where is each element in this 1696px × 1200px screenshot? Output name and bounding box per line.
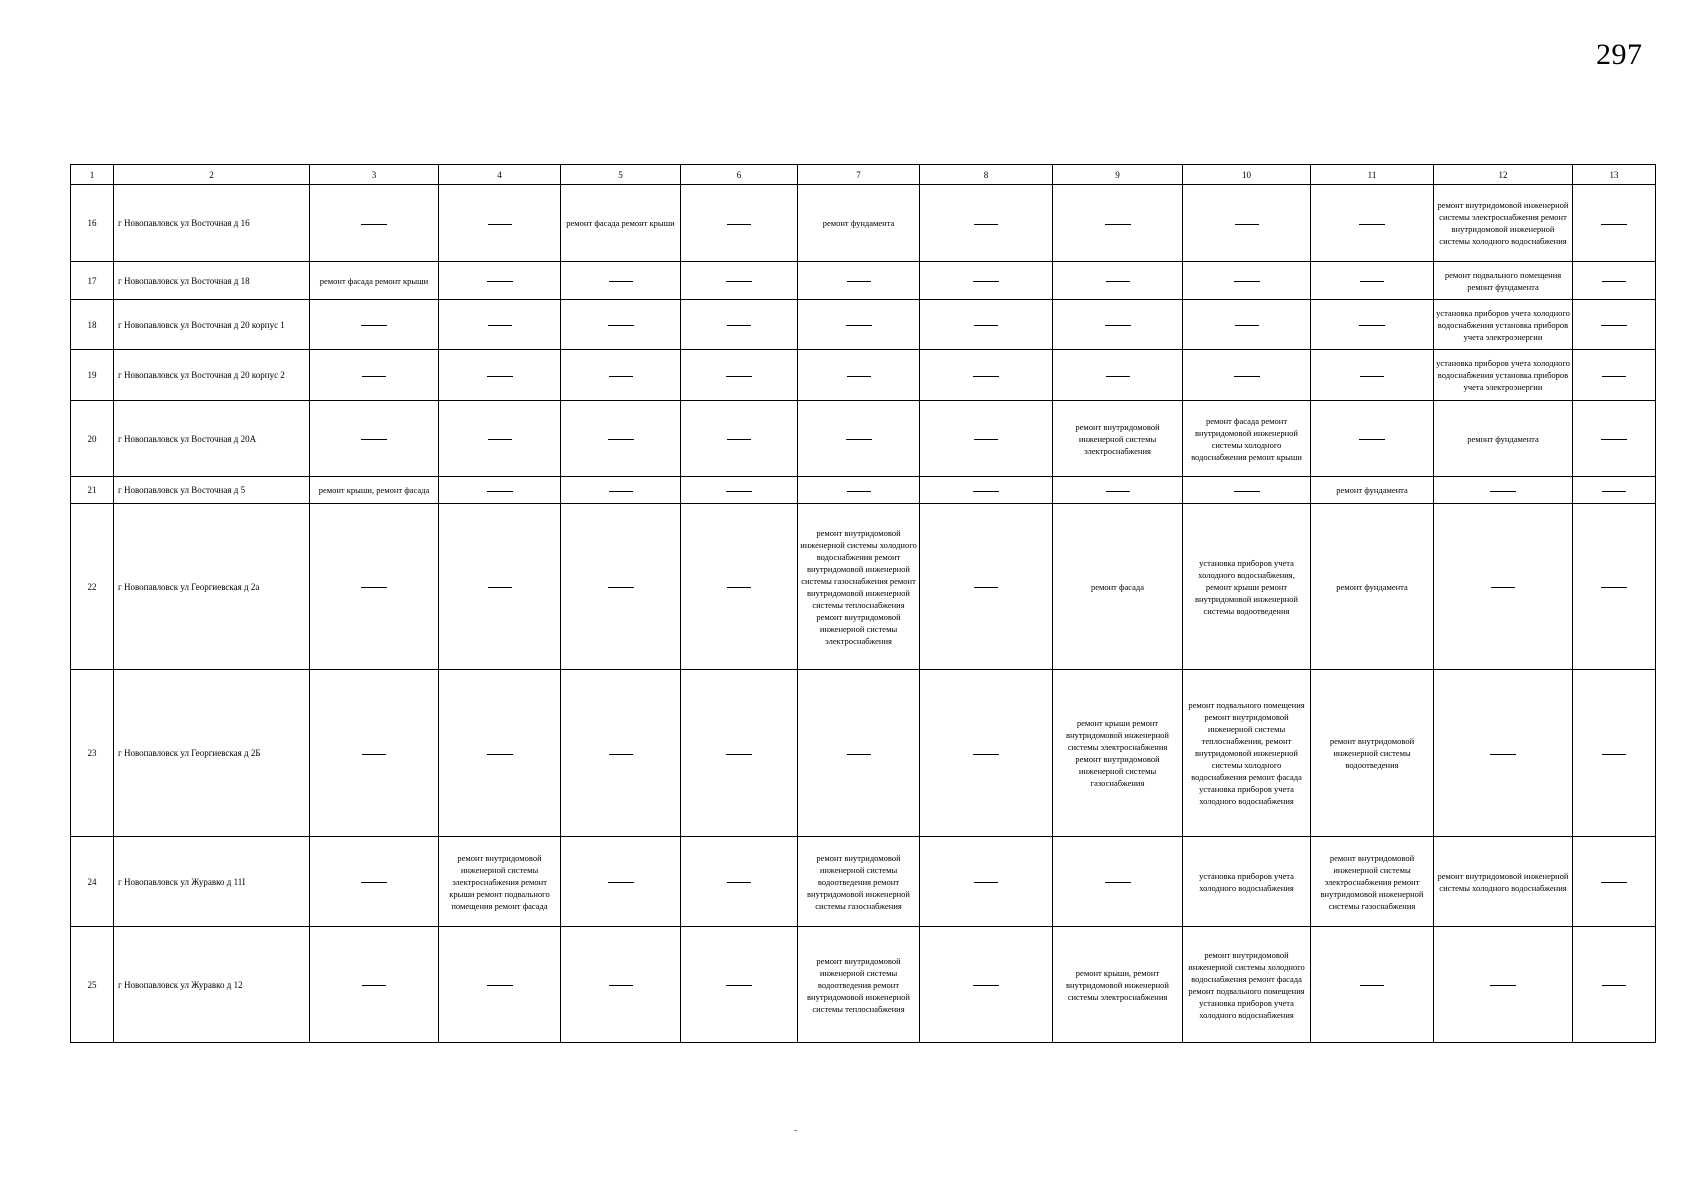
column-number: 11 bbox=[1311, 165, 1434, 185]
empty-dash-cell bbox=[1573, 504, 1656, 670]
dash-mark bbox=[973, 281, 999, 282]
address-cell: г Новопавловск ул Журавко д 11I bbox=[114, 837, 310, 927]
empty-dash-cell bbox=[681, 504, 798, 670]
table-row bbox=[71, 927, 1656, 1043]
dash-mark bbox=[1234, 376, 1260, 377]
work-type-cell: установка приборов учета холодного водоснабжения bbox=[1183, 837, 1311, 927]
work-type-cell: ремонт внутридомовой инженерной системы холодного водоснабжения ремонт внутридомовой инженерной системы газоснабжения ремонт внутридомовой инженерной системы теплоснабжения ремонт внутридомовой инженерной системы электроснабжения bbox=[798, 504, 920, 670]
work-type-cell: установка приборов учета холодного водоснабжения установка приборов учета электроэнергии bbox=[1434, 350, 1573, 401]
empty-dash-cell bbox=[561, 927, 681, 1043]
dash-mark bbox=[727, 439, 751, 440]
empty-dash-cell bbox=[798, 350, 920, 401]
empty-dash-cell bbox=[920, 185, 1053, 262]
dash-mark bbox=[1602, 281, 1626, 282]
dash-mark bbox=[727, 224, 751, 225]
address-cell: г Новопавловск ул Восточная д 20 корпус 2 bbox=[114, 350, 310, 401]
dash-mark bbox=[1360, 985, 1384, 986]
table-row bbox=[71, 401, 1656, 477]
empty-dash-cell bbox=[1183, 350, 1311, 401]
empty-dash-cell bbox=[681, 670, 798, 837]
empty-dash-cell bbox=[1183, 185, 1311, 262]
dash-mark bbox=[1360, 376, 1384, 377]
empty-dash-cell bbox=[920, 504, 1053, 670]
empty-dash-cell bbox=[1573, 300, 1656, 350]
empty-dash-cell bbox=[920, 401, 1053, 477]
empty-dash-cell bbox=[439, 504, 561, 670]
dash-mark bbox=[727, 882, 751, 883]
work-type-cell: установка приборов учета холодного водоснабжения установка приборов учета электроэнергии bbox=[1434, 300, 1573, 350]
dash-mark bbox=[487, 754, 513, 755]
dash-mark bbox=[1490, 754, 1516, 755]
dash-mark bbox=[361, 325, 387, 326]
dash-mark bbox=[487, 985, 513, 986]
address-cell: г Новопавловск ул Восточная д 5 bbox=[114, 477, 310, 504]
work-type-cell: ремонт фасада ремонт крыши bbox=[310, 262, 439, 300]
empty-dash-cell bbox=[1311, 300, 1434, 350]
dash-mark bbox=[974, 224, 998, 225]
work-type-cell: ремонт крыши, ремонт внутридомовой инженерной системы электроснабжения bbox=[1053, 927, 1183, 1043]
row-number: 18 bbox=[71, 300, 114, 350]
column-number: 4 bbox=[439, 165, 561, 185]
dash-mark bbox=[487, 376, 513, 377]
empty-dash-cell bbox=[310, 350, 439, 401]
dash-mark bbox=[974, 439, 998, 440]
dash-mark bbox=[847, 281, 871, 282]
dash-mark bbox=[1490, 985, 1516, 986]
dash-mark bbox=[974, 882, 998, 883]
row-number: 24 bbox=[71, 837, 114, 927]
empty-dash-cell bbox=[439, 670, 561, 837]
dash-mark bbox=[726, 985, 752, 986]
address-cell: г Новопавловск ул Восточная д 16 bbox=[114, 185, 310, 262]
row-number: 20 bbox=[71, 401, 114, 477]
table-row bbox=[71, 300, 1656, 350]
repair-schedule-table bbox=[70, 164, 1656, 1043]
dash-mark bbox=[973, 491, 999, 492]
column-number: 2 bbox=[114, 165, 310, 185]
dash-mark bbox=[488, 224, 512, 225]
empty-dash-cell bbox=[310, 300, 439, 350]
empty-dash-cell bbox=[1183, 262, 1311, 300]
table-row bbox=[71, 670, 1656, 837]
dash-mark bbox=[1105, 325, 1131, 326]
dash-mark bbox=[488, 587, 512, 588]
dash-mark bbox=[727, 587, 751, 588]
empty-dash-cell bbox=[561, 350, 681, 401]
page-number: 297 bbox=[1596, 38, 1643, 71]
dash-mark bbox=[973, 376, 999, 377]
dash-mark bbox=[1359, 224, 1385, 225]
empty-dash-cell bbox=[681, 262, 798, 300]
empty-dash-cell bbox=[1053, 300, 1183, 350]
empty-dash-cell bbox=[798, 477, 920, 504]
work-type-cell: ремонт внутридомовой инженерной системы холодного водоснабжения bbox=[1434, 837, 1573, 927]
work-type-cell: ремонт крыши, ремонт фасада bbox=[310, 477, 439, 504]
empty-dash-cell bbox=[310, 401, 439, 477]
dash-mark bbox=[1105, 882, 1131, 883]
empty-dash-cell bbox=[439, 477, 561, 504]
address-cell: г Новопавловск ул Восточная д 20А bbox=[114, 401, 310, 477]
row-number: 23 bbox=[71, 670, 114, 837]
row-number: 17 bbox=[71, 262, 114, 300]
empty-dash-cell bbox=[439, 262, 561, 300]
empty-dash-cell bbox=[920, 927, 1053, 1043]
column-number: 9 bbox=[1053, 165, 1183, 185]
empty-dash-cell bbox=[681, 300, 798, 350]
empty-dash-cell bbox=[1434, 477, 1573, 504]
empty-dash-cell bbox=[439, 300, 561, 350]
dash-mark bbox=[609, 754, 633, 755]
empty-dash-cell bbox=[1311, 927, 1434, 1043]
empty-dash-cell bbox=[1183, 300, 1311, 350]
address-cell: г Новопавловск ул Журавко д 12 bbox=[114, 927, 310, 1043]
dash-mark bbox=[1234, 491, 1260, 492]
empty-dash-cell bbox=[1434, 927, 1573, 1043]
row-number: 16 bbox=[71, 185, 114, 262]
dash-mark bbox=[1235, 325, 1259, 326]
dash-mark bbox=[1359, 325, 1385, 326]
dash-mark bbox=[726, 754, 752, 755]
dash-mark bbox=[974, 325, 998, 326]
empty-dash-cell bbox=[1311, 262, 1434, 300]
empty-dash-cell bbox=[920, 670, 1053, 837]
dash-mark bbox=[488, 325, 512, 326]
empty-dash-cell bbox=[561, 477, 681, 504]
dash-mark bbox=[609, 376, 633, 377]
work-type-cell: ремонт внутридомовой инженерной системы электроснабжения ремонт внутридомовой инженерной системы газоснабжения bbox=[1311, 837, 1434, 927]
empty-dash-cell bbox=[920, 300, 1053, 350]
empty-dash-cell bbox=[1053, 477, 1183, 504]
dash-mark bbox=[1602, 754, 1626, 755]
dash-mark bbox=[608, 587, 634, 588]
work-type-cell: ремонт подвального помещения ремонт фундамента bbox=[1434, 262, 1573, 300]
empty-dash-cell bbox=[681, 837, 798, 927]
dash-mark bbox=[727, 325, 751, 326]
dash-mark bbox=[1601, 325, 1627, 326]
empty-dash-cell bbox=[439, 350, 561, 401]
dash-mark bbox=[1105, 224, 1131, 225]
dash-mark bbox=[609, 491, 633, 492]
empty-dash-cell bbox=[310, 504, 439, 670]
empty-dash-cell bbox=[310, 837, 439, 927]
table-row bbox=[71, 504, 1656, 670]
empty-dash-cell bbox=[561, 670, 681, 837]
empty-dash-cell bbox=[681, 927, 798, 1043]
empty-dash-cell bbox=[798, 401, 920, 477]
dash-mark bbox=[1106, 491, 1130, 492]
work-type-cell: ремонт внутридомовой инженерной системы электроснабжения ремонт внутридомовой инженерной системы холодного водоснабжения bbox=[1434, 185, 1573, 262]
empty-dash-cell bbox=[1573, 670, 1656, 837]
empty-dash-cell bbox=[681, 477, 798, 504]
work-type-cell: ремонт внутридомовой инженерной системы водоотведения bbox=[1311, 670, 1434, 837]
dash-mark bbox=[726, 491, 752, 492]
empty-dash-cell bbox=[561, 300, 681, 350]
dash-mark bbox=[1234, 281, 1260, 282]
dash-mark bbox=[361, 439, 387, 440]
column-number: 12 bbox=[1434, 165, 1573, 185]
dash-mark bbox=[1490, 491, 1516, 492]
work-type-cell: ремонт фасада ремонт крыши bbox=[561, 185, 681, 262]
dash-mark bbox=[973, 754, 999, 755]
empty-dash-cell bbox=[310, 927, 439, 1043]
empty-dash-cell bbox=[1053, 185, 1183, 262]
dash-mark bbox=[362, 754, 386, 755]
work-type-cell: ремонт фундамента bbox=[798, 185, 920, 262]
dash-mark bbox=[361, 224, 387, 225]
dash-mark bbox=[1602, 985, 1626, 986]
dash-mark bbox=[488, 439, 512, 440]
empty-dash-cell bbox=[1573, 927, 1656, 1043]
dash-mark bbox=[362, 985, 386, 986]
dash-mark bbox=[847, 376, 871, 377]
work-type-cell: ремонт внутридомовой инженерной системы водоотведения ремонт внутридомовой инженерной системы теплоснабжения bbox=[798, 927, 920, 1043]
empty-dash-cell bbox=[561, 837, 681, 927]
dash-mark bbox=[1106, 376, 1130, 377]
dash-mark bbox=[1602, 491, 1626, 492]
dash-mark bbox=[1359, 439, 1385, 440]
work-type-cell: ремонт фундамента bbox=[1434, 401, 1573, 477]
empty-dash-cell bbox=[1053, 837, 1183, 927]
column-number: 1 bbox=[71, 165, 114, 185]
work-type-cell: ремонт внутридомовой инженерной системы электроснабжения ремонт крыши ремонт подвального помещения ремонт фасада bbox=[439, 837, 561, 927]
empty-dash-cell bbox=[439, 401, 561, 477]
empty-dash-cell bbox=[1573, 350, 1656, 401]
empty-dash-cell bbox=[1434, 670, 1573, 837]
empty-dash-cell bbox=[1053, 262, 1183, 300]
dash-mark bbox=[726, 376, 752, 377]
empty-dash-cell bbox=[439, 185, 561, 262]
dash-mark bbox=[846, 325, 872, 326]
row-number: 19 bbox=[71, 350, 114, 401]
table-row bbox=[71, 262, 1656, 300]
column-number: 8 bbox=[920, 165, 1053, 185]
column-number: 5 bbox=[561, 165, 681, 185]
empty-dash-cell bbox=[1573, 401, 1656, 477]
empty-dash-cell bbox=[681, 185, 798, 262]
dash-mark bbox=[974, 587, 998, 588]
work-type-cell: ремонт внутридомовой инженерной системы электроснабжения bbox=[1053, 401, 1183, 477]
dash-mark bbox=[361, 587, 387, 588]
empty-dash-cell bbox=[920, 262, 1053, 300]
dash-mark bbox=[487, 491, 513, 492]
column-number: 6 bbox=[681, 165, 798, 185]
dash-mark bbox=[609, 281, 633, 282]
address-cell: г Новопавловск ул Георгиевская д 2Б bbox=[114, 670, 310, 837]
empty-dash-cell bbox=[798, 262, 920, 300]
row-number: 21 bbox=[71, 477, 114, 504]
dash-mark bbox=[846, 439, 872, 440]
work-type-cell: ремонт фасада bbox=[1053, 504, 1183, 670]
scan-mark: ˉ bbox=[794, 1128, 797, 1138]
dash-mark bbox=[608, 882, 634, 883]
work-type-cell: ремонт подвального помещения ремонт внутридомовой инженерной системы теплоснабжения, ремонт внутридомовой инженерной системы холодного водоснабжения ремонт фасада установка приборов учета холодного водоснабжения bbox=[1183, 670, 1311, 837]
work-type-cell: ремонт фасада ремонт внутридомовой инженерной системы холодного водоснабжения ремонт крыши bbox=[1183, 401, 1311, 477]
empty-dash-cell bbox=[1434, 504, 1573, 670]
table-row bbox=[71, 185, 1656, 262]
empty-dash-cell bbox=[1053, 350, 1183, 401]
empty-dash-cell bbox=[561, 262, 681, 300]
empty-dash-cell bbox=[1183, 477, 1311, 504]
dash-mark bbox=[362, 376, 386, 377]
dash-mark bbox=[1360, 281, 1384, 282]
address-cell: г Новопавловск ул Георгиевская д 2а bbox=[114, 504, 310, 670]
empty-dash-cell bbox=[1311, 350, 1434, 401]
dash-mark bbox=[1602, 376, 1626, 377]
dash-mark bbox=[487, 281, 513, 282]
dash-mark bbox=[1235, 224, 1259, 225]
empty-dash-cell bbox=[920, 837, 1053, 927]
dash-mark bbox=[608, 439, 634, 440]
empty-dash-cell bbox=[310, 185, 439, 262]
column-number: 7 bbox=[798, 165, 920, 185]
dash-mark bbox=[973, 985, 999, 986]
empty-dash-cell bbox=[1573, 837, 1656, 927]
dash-mark bbox=[1491, 587, 1515, 588]
work-type-cell: установка приборов учета холодного водоснабжения, ремонт крыши ремонт внутридомовой инженерной системы водоотведения bbox=[1183, 504, 1311, 670]
column-number: 13 bbox=[1573, 165, 1656, 185]
empty-dash-cell bbox=[798, 300, 920, 350]
dash-mark bbox=[361, 882, 387, 883]
row-number: 22 bbox=[71, 504, 114, 670]
empty-dash-cell bbox=[1573, 262, 1656, 300]
empty-dash-cell bbox=[1573, 477, 1656, 504]
empty-dash-cell bbox=[1573, 185, 1656, 262]
dash-mark bbox=[1601, 587, 1627, 588]
empty-dash-cell bbox=[798, 670, 920, 837]
work-type-cell: ремонт внутридомовой инженерной системы водоотведения ремонт внутридомовой инженерной системы газоснабжения bbox=[798, 837, 920, 927]
table-row bbox=[71, 350, 1656, 401]
dash-mark bbox=[1601, 882, 1627, 883]
dash-mark bbox=[609, 985, 633, 986]
empty-dash-cell bbox=[439, 927, 561, 1043]
dash-mark bbox=[726, 281, 752, 282]
dash-mark bbox=[1601, 224, 1627, 225]
work-type-cell: ремонт фундамента bbox=[1311, 504, 1434, 670]
dash-mark bbox=[847, 491, 871, 492]
column-number: 10 bbox=[1183, 165, 1311, 185]
address-cell: г Новопавловск ул Восточная д 20 корпус 1 bbox=[114, 300, 310, 350]
empty-dash-cell bbox=[681, 401, 798, 477]
empty-dash-cell bbox=[920, 350, 1053, 401]
empty-dash-cell bbox=[681, 350, 798, 401]
dash-mark bbox=[608, 325, 634, 326]
work-type-cell: ремонт фундамента bbox=[1311, 477, 1434, 504]
column-number: 3 bbox=[310, 165, 439, 185]
address-cell: г Новопавловск ул Восточная д 18 bbox=[114, 262, 310, 300]
empty-dash-cell bbox=[920, 477, 1053, 504]
dash-mark bbox=[847, 754, 871, 755]
empty-dash-cell bbox=[310, 670, 439, 837]
work-type-cell: ремонт внутридомовой инженерной системы холодного водоснабжения ремонт фасада ремонт подвального помещения установка приборов учета холодного водоснабжения bbox=[1183, 927, 1311, 1043]
empty-dash-cell bbox=[1311, 401, 1434, 477]
work-type-cell: ремонт крыши ремонт внутридомовой инженерной системы электроснабжения ремонт внутридомовой инженерной системы газоснабжения bbox=[1053, 670, 1183, 837]
table-row bbox=[71, 837, 1656, 927]
dash-mark bbox=[1106, 281, 1130, 282]
empty-dash-cell bbox=[1311, 185, 1434, 262]
row-number: 25 bbox=[71, 927, 114, 1043]
empty-dash-cell bbox=[561, 504, 681, 670]
column-number-row bbox=[71, 165, 1656, 185]
empty-dash-cell bbox=[561, 401, 681, 477]
dash-mark bbox=[1601, 439, 1627, 440]
table-row bbox=[71, 477, 1656, 504]
